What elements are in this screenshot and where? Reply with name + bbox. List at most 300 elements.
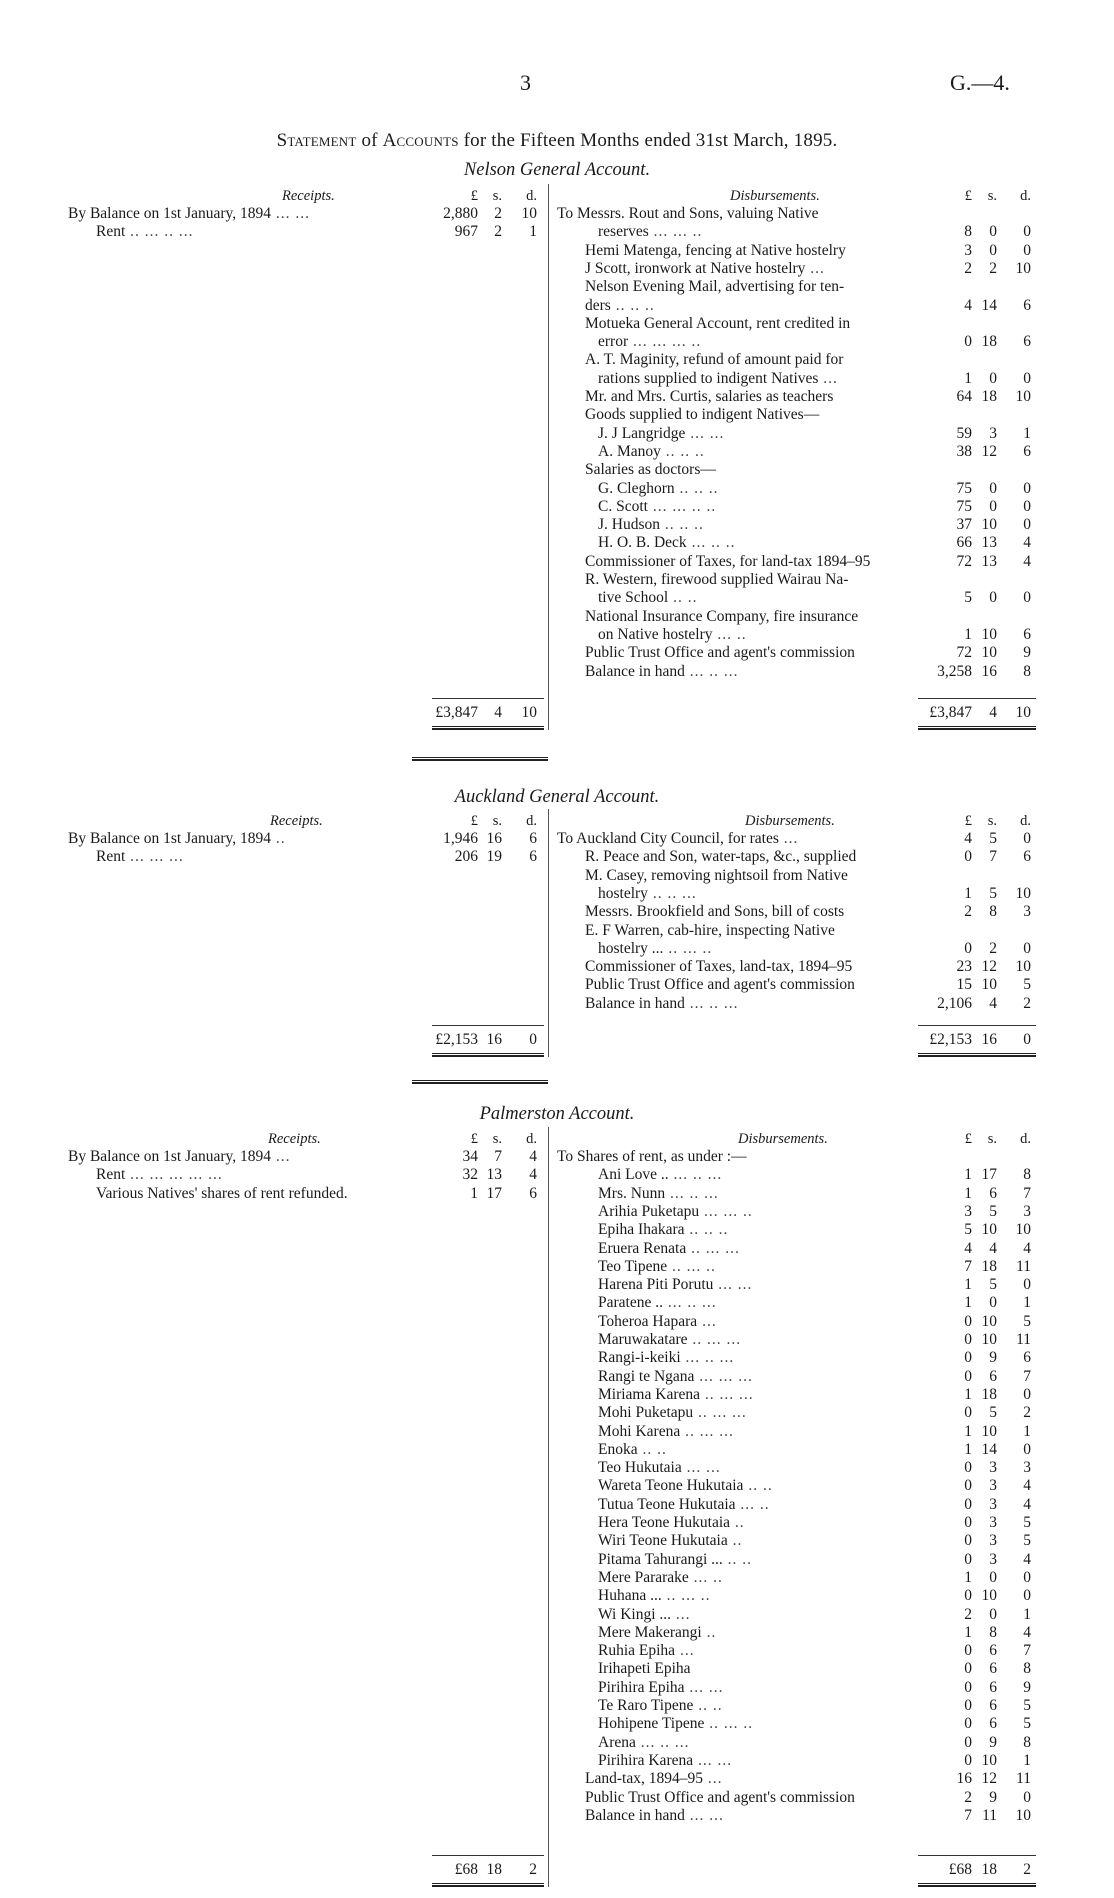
disbursement-label bbox=[598, 1349, 734, 1367]
disbursement-label bbox=[598, 1679, 724, 1697]
disbursement-shillings: 18 bbox=[981, 333, 997, 351]
receipts-heading: Receipts. bbox=[270, 813, 323, 829]
dot-leader: .. ... ... bbox=[680, 1422, 734, 1440]
dot-leader: ... bbox=[675, 1642, 695, 1660]
disbursement-label bbox=[585, 922, 835, 940]
disbursement-pounds: 0 bbox=[964, 848, 972, 866]
disbursement-pounds: 1 bbox=[964, 369, 972, 387]
disbursement-pence: 1 bbox=[1023, 424, 1031, 442]
column-divider bbox=[548, 184, 549, 730]
disbursement-pence: 8 bbox=[1023, 1660, 1031, 1678]
disbursement-label bbox=[598, 1697, 723, 1715]
dot-leader: .. bbox=[730, 1514, 745, 1531]
disbursement-row bbox=[0, 1587, 1114, 1605]
disbursement-label bbox=[585, 388, 833, 406]
dot-leader: .. .. .. bbox=[674, 479, 719, 497]
disbursement-label bbox=[598, 1496, 770, 1514]
disbursement-pounds: 0 bbox=[964, 1587, 972, 1605]
disbursement-shillings: 14 bbox=[981, 1440, 997, 1458]
disbursement-label bbox=[598, 1715, 753, 1733]
disbursement-row bbox=[0, 1331, 1114, 1349]
disbursement-pounds: 37 bbox=[956, 516, 972, 534]
disbursement-shillings: 10 bbox=[981, 1422, 997, 1440]
disbursement-row bbox=[0, 443, 1114, 461]
disbursement-pounds: 0 bbox=[964, 1514, 972, 1531]
disbursement-text: C. Scott bbox=[598, 497, 648, 515]
disbursement-row bbox=[0, 1477, 1114, 1495]
disbursements-total bbox=[0, 1031, 1114, 1049]
disbursement-shillings: 6 bbox=[989, 1678, 997, 1696]
disbursement-pence: 4 bbox=[1023, 552, 1031, 570]
disbursement-row bbox=[0, 848, 1114, 866]
disbursement-pence: 0 bbox=[1023, 939, 1031, 957]
disbursement-pounds: 75 bbox=[956, 497, 972, 515]
disbursement-label bbox=[598, 1606, 691, 1624]
disbursement-label bbox=[598, 1660, 691, 1678]
disbursement-label bbox=[585, 406, 819, 424]
shillings-column-heading: s. bbox=[987, 813, 997, 829]
receipt-pounds: 1,946 bbox=[443, 830, 478, 847]
disbursement-text: Pirihira Epiha bbox=[598, 1678, 685, 1696]
disbursement-label bbox=[598, 1313, 717, 1331]
disbursement-pounds: 0 bbox=[964, 1678, 972, 1696]
total-shillings: 4 bbox=[989, 704, 997, 721]
disbursement-shillings: 12 bbox=[981, 1770, 997, 1788]
disbursement-shillings: 7 bbox=[989, 848, 997, 866]
disbursement-shillings: 4 bbox=[989, 1239, 997, 1257]
disbursement-pence: 0 bbox=[1023, 1587, 1031, 1605]
disbursement-label bbox=[585, 1770, 722, 1788]
disbursement-text: R. Western, firewood supplied Wairau Na- bbox=[585, 571, 849, 588]
disbursement-label bbox=[598, 1276, 752, 1294]
disbursement-pounds: 0 bbox=[964, 1404, 972, 1422]
disbursement-text: Mohi Karena bbox=[598, 1422, 681, 1440]
dot-leader: ... .. ... bbox=[668, 1166, 723, 1184]
disbursement-label bbox=[585, 867, 848, 885]
disbursement-label bbox=[598, 370, 838, 388]
rule-line bbox=[918, 698, 1036, 699]
dot-leader: ... .. bbox=[712, 625, 747, 643]
disbursement-label bbox=[598, 1221, 728, 1239]
disbursement-label bbox=[585, 995, 738, 1013]
disbursement-shillings: 3 bbox=[989, 424, 997, 442]
disbursement-pence: 0 bbox=[1023, 241, 1031, 259]
total-pounds: £2,153 bbox=[929, 1031, 972, 1048]
disbursement-shillings: 6 bbox=[989, 1367, 997, 1385]
title-of: of bbox=[356, 130, 383, 151]
disbursement-pounds: 0 bbox=[964, 333, 972, 351]
disbursement-text: Messrs. Brookfield and Sons, bill of costs bbox=[585, 903, 845, 921]
disbursement-pounds: 0 bbox=[964, 1367, 972, 1385]
double-rule bbox=[432, 1883, 544, 1887]
dot-leader: ... ... ... bbox=[125, 848, 184, 866]
disbursement-shillings: 6 bbox=[989, 1660, 997, 1678]
disbursement-label bbox=[598, 1624, 716, 1642]
disbursement-pence: 6 bbox=[1023, 296, 1031, 314]
dot-leader: .. ... ... bbox=[687, 1331, 742, 1348]
disbursement-shillings: 0 bbox=[989, 223, 997, 241]
disbursement-row bbox=[0, 315, 1114, 333]
disbursements-total bbox=[0, 1861, 1114, 1879]
disbursement-shillings: 2 bbox=[989, 939, 997, 957]
disbursement-shillings: 11 bbox=[982, 1806, 997, 1824]
dot-leader: .. bbox=[701, 1623, 717, 1641]
disbursement-row bbox=[0, 1368, 1114, 1386]
disbursement-text: To Shares of rent, as under :— bbox=[557, 1148, 747, 1165]
disbursement-label bbox=[585, 553, 870, 571]
disbursement-text: Nelson Evening Mail, advertising for ten- bbox=[585, 278, 845, 296]
disbursement-shillings: 0 bbox=[989, 589, 997, 607]
disbursement-row bbox=[0, 1642, 1114, 1660]
disbursement-text: Mere Makerangi bbox=[598, 1623, 702, 1641]
disbursement-pence: 0 bbox=[1023, 589, 1031, 607]
disbursement-pence: 0 bbox=[1023, 497, 1031, 515]
disbursement-shillings: 2 bbox=[989, 259, 997, 277]
disbursement-text: Toheroa Hapara bbox=[598, 1312, 698, 1330]
disbursement-shillings: 10 bbox=[981, 625, 997, 643]
disbursement-pence: 10 bbox=[1015, 1221, 1031, 1239]
disbursement-row bbox=[0, 1185, 1114, 1203]
disbursements-total bbox=[0, 704, 1114, 722]
disbursement-pence: 0 bbox=[1023, 369, 1031, 387]
dot-leader: .. .. .. bbox=[660, 516, 704, 534]
dot-leader: .. ... .. bbox=[704, 1715, 754, 1733]
disbursement-text: Rangi-i-keiki bbox=[598, 1349, 681, 1367]
disbursement-pence: 10 bbox=[1015, 388, 1031, 405]
disbursement-pounds: 7 bbox=[964, 1257, 972, 1275]
dot-leader: ... .. .. bbox=[686, 534, 736, 552]
receipt-shillings: 7 bbox=[494, 1148, 502, 1165]
disbursement-pounds: 0 bbox=[964, 1312, 972, 1330]
disbursement-shillings: 6 bbox=[989, 1642, 997, 1660]
dot-leader: ... ... bbox=[685, 424, 725, 442]
disbursement-row bbox=[0, 644, 1114, 662]
disbursement-row bbox=[0, 1532, 1114, 1550]
disbursement-text: Enoka bbox=[598, 1440, 638, 1458]
disbursement-label bbox=[598, 1642, 695, 1660]
pence-column-heading: d. bbox=[1020, 188, 1031, 204]
disbursement-pence: 1 bbox=[1023, 1422, 1031, 1440]
disbursement-text: Paratene .. bbox=[598, 1294, 663, 1312]
disbursement-label bbox=[598, 516, 704, 534]
pence-column-heading: d. bbox=[526, 813, 537, 829]
disbursement-label bbox=[598, 425, 724, 443]
statement-title bbox=[0, 130, 1114, 152]
dot-leader: ... bbox=[778, 830, 799, 847]
disbursement-text: on Native hostelry bbox=[598, 625, 713, 643]
disbursement-pounds: 1 bbox=[964, 625, 972, 643]
disbursement-text: Hera Teone Hukutaia bbox=[598, 1514, 731, 1531]
disbursement-shillings: 0 bbox=[989, 241, 997, 259]
disbursement-shillings: 5 bbox=[989, 884, 997, 902]
disbursement-pence: 3 bbox=[1023, 903, 1031, 921]
dot-leader: .. .. .. bbox=[684, 1221, 729, 1239]
disbursement-shillings: 18 bbox=[981, 1385, 997, 1403]
disbursement-shillings: 17 bbox=[981, 1166, 997, 1184]
dot-leader: ... ... bbox=[693, 1751, 733, 1769]
disbursement-pence: 4 bbox=[1023, 1623, 1031, 1641]
disbursement-shillings: 5 bbox=[989, 1404, 997, 1422]
disbursement-pounds: 0 bbox=[964, 1660, 972, 1678]
disbursement-label bbox=[598, 1459, 721, 1477]
disbursement-row bbox=[0, 1679, 1114, 1697]
disbursement-pence: 10 bbox=[1015, 884, 1031, 902]
disbursement-row bbox=[0, 1240, 1114, 1258]
disbursement-row bbox=[0, 995, 1114, 1013]
disbursement-label bbox=[598, 1331, 741, 1349]
dot-leader: .. ... .. bbox=[661, 1587, 711, 1605]
disbursement-row bbox=[0, 1624, 1114, 1642]
disbursement-pence: 8 bbox=[1023, 1166, 1031, 1184]
disbursement-text: Eruera Renata bbox=[598, 1239, 687, 1257]
dot-leader: ... bbox=[805, 259, 825, 277]
disbursement-pence: 1 bbox=[1023, 1751, 1031, 1769]
receipt-shillings: 16 bbox=[486, 830, 502, 847]
disbursement-row bbox=[0, 242, 1114, 260]
disbursement-label bbox=[585, 663, 738, 681]
disbursement-label bbox=[598, 498, 716, 516]
disbursement-label bbox=[557, 1148, 747, 1166]
disbursement-pounds: 0 bbox=[964, 1459, 972, 1477]
disbursement-row bbox=[0, 278, 1114, 296]
disbursement-label bbox=[598, 885, 697, 903]
disbursement-shillings: 14 bbox=[981, 296, 997, 314]
disbursement-row bbox=[0, 830, 1114, 848]
shillings-column-heading: s. bbox=[492, 813, 502, 829]
receipt-pence: 4 bbox=[529, 1148, 537, 1165]
disbursement-pounds: 23 bbox=[956, 958, 972, 976]
receipt-pounds: 967 bbox=[454, 223, 478, 241]
disbursement-shillings: 0 bbox=[989, 479, 997, 497]
double-rule bbox=[412, 1080, 548, 1084]
disbursement-label bbox=[557, 830, 798, 848]
disbursement-shillings: 10 bbox=[981, 644, 997, 662]
disbursement-shillings: 0 bbox=[989, 1605, 997, 1623]
disbursement-pounds: 16 bbox=[956, 1770, 972, 1788]
disbursement-pounds: 5 bbox=[964, 589, 972, 607]
dot-leader: .. .. .. bbox=[610, 296, 655, 314]
disbursement-row bbox=[0, 1715, 1114, 1733]
dot-leader: ... .. ... bbox=[684, 662, 739, 680]
dot-leader: .. bbox=[727, 1532, 743, 1550]
disbursement-pounds: 1 bbox=[964, 884, 972, 902]
disbursement-row bbox=[0, 1313, 1114, 1331]
disbursement-pounds: 0 bbox=[964, 1532, 972, 1550]
disbursement-pence: 7 bbox=[1023, 1642, 1031, 1660]
title-accounts: Accounts bbox=[382, 130, 459, 151]
pence-column-heading: d. bbox=[526, 1131, 537, 1147]
dot-leader: .. ... .. bbox=[663, 939, 713, 957]
disbursement-label bbox=[585, 903, 844, 921]
disbursement-pounds: 4 bbox=[964, 1239, 972, 1257]
disbursement-pence: 4 bbox=[1023, 534, 1031, 552]
pence-column-heading: d. bbox=[526, 188, 537, 204]
disbursement-pounds: 0 bbox=[964, 1495, 972, 1513]
dot-leader: .. bbox=[271, 830, 286, 847]
disbursement-label bbox=[598, 940, 712, 958]
disbursement-shillings: 3 bbox=[989, 1477, 997, 1495]
dot-leader: ... ... .. .. bbox=[647, 497, 717, 515]
disbursement-text: Epiha Ihakara bbox=[598, 1221, 685, 1239]
column-divider bbox=[548, 1127, 549, 1887]
receipt-shillings: 17 bbox=[486, 1184, 502, 1202]
disbursement-label bbox=[585, 461, 716, 479]
disbursement-row bbox=[0, 867, 1114, 885]
disbursement-row bbox=[0, 1221, 1114, 1239]
disbursement-pounds: 3 bbox=[964, 241, 972, 259]
rule-line bbox=[918, 1025, 1036, 1026]
disbursement-pence: 6 bbox=[1023, 848, 1031, 866]
disbursement-shillings: 3 bbox=[989, 1495, 997, 1513]
disbursement-text: J. J Langridge bbox=[598, 424, 686, 442]
disbursement-text: hostelry ... bbox=[598, 939, 664, 957]
disbursement-row bbox=[0, 480, 1114, 498]
disbursement-pence: 0 bbox=[1023, 830, 1031, 847]
receipt-pounds: 206 bbox=[454, 848, 478, 866]
receipt-text: Rent bbox=[96, 223, 126, 241]
disbursement-row bbox=[0, 1606, 1114, 1624]
dot-leader: .. .. bbox=[693, 1697, 723, 1714]
disbursement-text: J. Hudson bbox=[598, 516, 661, 534]
disbursement-text: J Scott, ironwork at Native hostelry bbox=[585, 259, 806, 277]
disbursement-row bbox=[0, 1459, 1114, 1477]
disbursement-pence: 0 bbox=[1023, 1568, 1031, 1586]
dot-leader: ... ... bbox=[684, 1678, 724, 1696]
disbursement-label bbox=[585, 608, 858, 626]
disbursement-label bbox=[598, 534, 735, 552]
disbursement-pounds: 72 bbox=[956, 644, 972, 662]
disbursement-text: G. Cleghorn bbox=[598, 479, 675, 497]
disbursements-heading: Disbursements. bbox=[730, 188, 820, 204]
dot-leader: ... ... bbox=[684, 1806, 724, 1824]
dot-leader: ... .. ... bbox=[684, 994, 739, 1012]
disbursement-row bbox=[0, 1496, 1114, 1514]
title-rest: for the Fifteen Months ended 31st March, 1895. bbox=[458, 130, 838, 151]
disbursement-row bbox=[0, 1807, 1114, 1825]
dot-leader: .. ... ... bbox=[693, 1404, 747, 1422]
pounds-column-heading: £ bbox=[470, 813, 478, 829]
disbursement-row bbox=[0, 1770, 1114, 1788]
disbursement-pence: 6 bbox=[1023, 1349, 1031, 1367]
disbursement-text: Public Trust Office and agent's commission bbox=[585, 1788, 855, 1806]
disbursement-pounds: 0 bbox=[964, 1751, 972, 1769]
disbursement-pounds: 0 bbox=[964, 1733, 972, 1751]
dot-leader: .. .. bbox=[722, 1550, 753, 1568]
total-pounds: £3,847 bbox=[435, 704, 478, 721]
disbursement-label bbox=[598, 1240, 740, 1258]
disbursement-text: ders bbox=[585, 296, 611, 314]
receipt-pence: 10 bbox=[521, 205, 537, 222]
disbursement-row bbox=[0, 976, 1114, 994]
disbursement-pence: 2 bbox=[1023, 994, 1031, 1012]
disbursement-text: Ruhia Epiha bbox=[598, 1642, 676, 1660]
column-divider bbox=[548, 809, 549, 1057]
receipt-text: Rent bbox=[96, 1166, 126, 1184]
disbursement-shillings: 5 bbox=[989, 1276, 997, 1294]
disbursement-row bbox=[0, 1404, 1114, 1422]
disbursement-shillings: 0 bbox=[989, 369, 997, 387]
dot-leader: .. ... .. ... bbox=[125, 223, 194, 241]
total-pounds: £68 bbox=[948, 1861, 972, 1878]
disbursement-row bbox=[0, 958, 1114, 976]
disbursement-row bbox=[0, 461, 1114, 479]
disbursement-label bbox=[598, 223, 702, 241]
disbursement-row bbox=[0, 1349, 1114, 1367]
disbursement-pounds: 7 bbox=[964, 1806, 972, 1824]
disbursement-pence: 0 bbox=[1023, 1440, 1031, 1458]
disbursement-pence: 0 bbox=[1023, 223, 1031, 241]
disbursement-shillings: 13 bbox=[981, 552, 997, 570]
disbursement-shillings: 13 bbox=[981, 534, 997, 552]
page-reference: G.—4. bbox=[950, 70, 1010, 95]
disbursement-pounds: 2 bbox=[964, 903, 972, 921]
disbursement-label bbox=[585, 848, 856, 866]
disbursement-shillings: 3 bbox=[989, 1514, 997, 1531]
disbursement-pence: 5 bbox=[1023, 1514, 1031, 1531]
disbursement-text: To Auckland City Council, for rates bbox=[557, 830, 779, 847]
disbursement-pence: 5 bbox=[1023, 1532, 1031, 1550]
disbursement-pounds: 8 bbox=[964, 223, 972, 241]
disbursement-pence: 0 bbox=[1023, 516, 1031, 534]
disbursement-pence: 4 bbox=[1023, 1495, 1031, 1513]
disbursement-pence: 11 bbox=[1016, 1257, 1031, 1275]
disbursement-pounds: 2 bbox=[964, 1605, 972, 1623]
receipt-shillings: 2 bbox=[494, 223, 502, 241]
disbursement-pounds: 0 bbox=[964, 1642, 972, 1660]
disbursement-row bbox=[0, 1514, 1114, 1532]
disbursement-row bbox=[0, 1258, 1114, 1276]
dot-leader: ... .. ... bbox=[662, 1294, 717, 1312]
page-number: 3 bbox=[520, 70, 531, 95]
receipt-text: By Balance on 1st January, 1894 bbox=[68, 830, 272, 847]
disbursement-row bbox=[0, 626, 1114, 644]
disbursement-pence: 5 bbox=[1023, 1697, 1031, 1714]
disbursement-row bbox=[0, 663, 1114, 681]
disbursement-pence: 1 bbox=[1023, 1294, 1031, 1312]
title-statement: Statement bbox=[276, 130, 357, 151]
disbursement-row bbox=[0, 940, 1114, 958]
disbursement-pence: 5 bbox=[1023, 1312, 1031, 1330]
disbursement-pence: 11 bbox=[1016, 1770, 1031, 1788]
disbursement-shillings: 10 bbox=[981, 516, 997, 534]
disbursement-pounds: 1 bbox=[964, 1422, 972, 1440]
total-shillings: 4 bbox=[494, 704, 502, 721]
disbursement-row bbox=[0, 205, 1114, 223]
dot-leader: ... ... .. bbox=[699, 1202, 753, 1220]
disbursement-pounds: 0 bbox=[964, 1477, 972, 1495]
disbursement-label bbox=[585, 351, 843, 369]
disbursement-pence: 0 bbox=[1023, 1788, 1031, 1806]
disbursement-shillings: 12 bbox=[981, 442, 997, 460]
receipt-pence: 4 bbox=[529, 1166, 537, 1184]
dot-leader: .. ... .. bbox=[667, 1257, 716, 1275]
disbursement-row bbox=[0, 571, 1114, 589]
disbursement-text: Pitama Tahurangi ... bbox=[598, 1550, 723, 1568]
disbursement-text: E. F Warren, cab-hire, inspecting Native bbox=[585, 921, 835, 939]
receipt-pence: 6 bbox=[529, 830, 537, 847]
dot-leader: ... ... .. bbox=[648, 223, 703, 241]
receipt-pence: 1 bbox=[529, 223, 537, 241]
disbursement-row bbox=[0, 425, 1114, 443]
disbursement-pounds: 1 bbox=[964, 1184, 972, 1202]
disbursement-label bbox=[598, 1569, 723, 1587]
dot-leader: .. .. bbox=[637, 1440, 667, 1458]
disbursement-label bbox=[585, 278, 844, 296]
disbursement-pence: 0 bbox=[1023, 1385, 1031, 1403]
disbursement-shillings: 18 bbox=[981, 1257, 997, 1275]
disbursement-label bbox=[598, 1404, 747, 1422]
disbursement-pounds: 0 bbox=[964, 1331, 972, 1348]
